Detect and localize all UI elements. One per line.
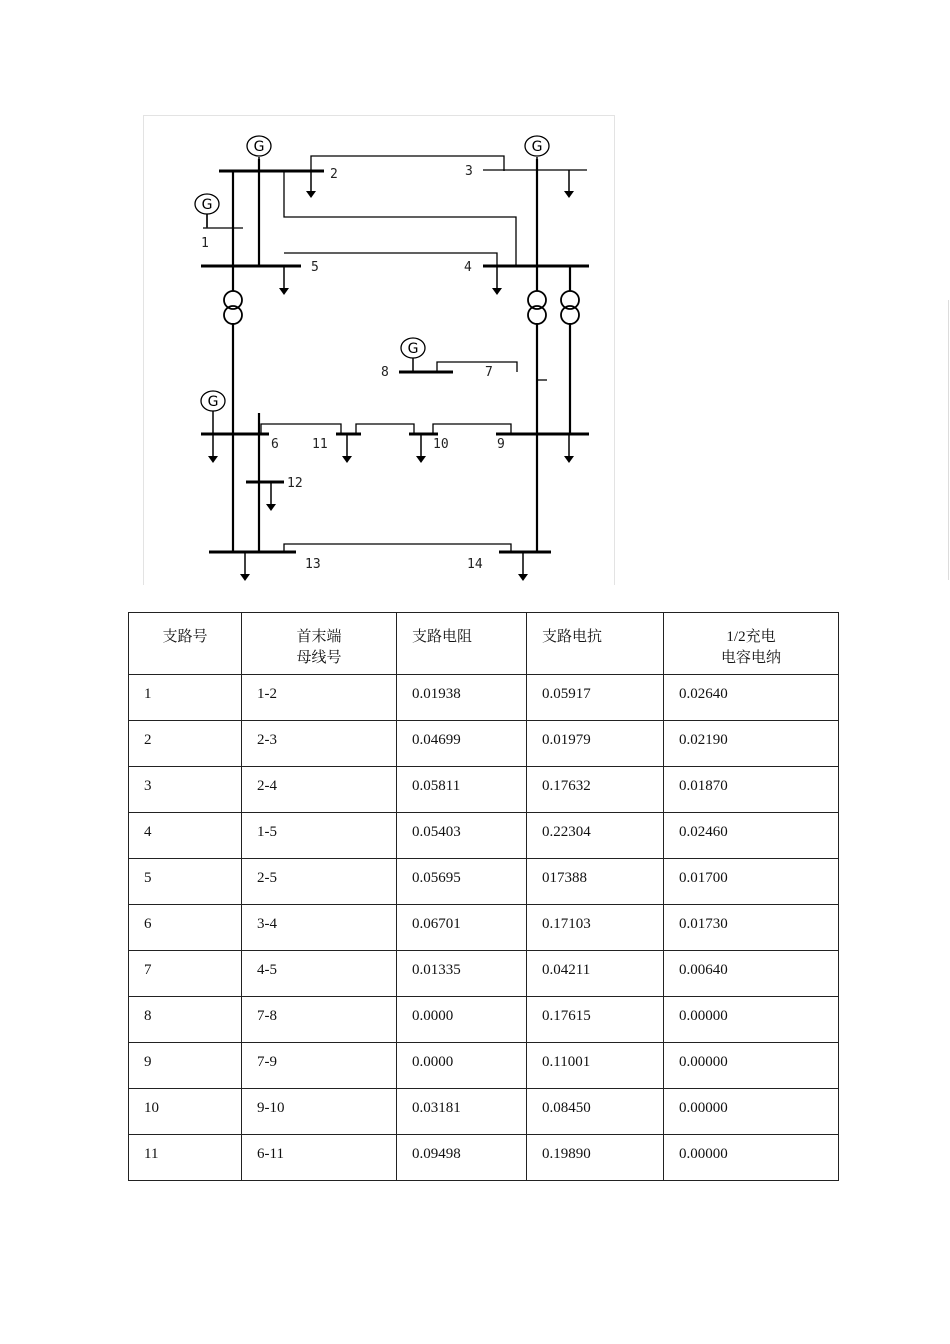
cell-branch-no: 8 [129,997,242,1043]
table-row [129,997,839,1043]
cell-reactance: 0.22304 [527,813,664,859]
table-row [129,859,839,905]
ieee14-bus-diagram [143,115,615,585]
cell-susceptance: 0.02190 [664,721,839,767]
cell-reactance: 0.11001 [527,1043,664,1089]
generator-icon [401,338,425,358]
cell-buses: 2-4 [242,767,397,813]
cell-resistance: 0.0000 [397,997,527,1043]
cell-branch-no: 5 [129,859,242,905]
bus-label-10: 10 [433,437,449,452]
cell-branch-no: 2 [129,721,242,767]
cell-reactance: 0.05917 [527,675,664,721]
bus-label-4: 4 [464,260,472,275]
cell-resistance: 0.09498 [397,1135,527,1181]
cell-branch-no: 6 [129,905,242,951]
bus-label-2: 2 [330,167,338,182]
cell-branch-no: 3 [129,767,242,813]
cell-branch-no: 9 [129,1043,242,1089]
bus-label-12: 12 [287,476,303,491]
vertical-connections [233,159,570,552]
cell-buses: 4-5 [242,951,397,997]
cell-buses: 9-10 [242,1089,397,1135]
bus-label-11: 11 [312,437,328,452]
generator-icon [201,391,225,411]
cell-buses: 6-11 [242,1135,397,1181]
bus-label-5: 5 [311,260,319,275]
bus-label-9: 9 [497,437,505,452]
cell-susceptance: 0.00640 [664,951,839,997]
bus-label-13: 13 [305,557,321,572]
cell-reactance: 0.08450 [527,1089,664,1135]
cell-susceptance: 0.02640 [664,675,839,721]
cell-buses: 1-2 [242,675,397,721]
cell-branch-no: 4 [129,813,242,859]
table-row [129,951,839,997]
cell-branch-no: 11 [129,1135,242,1181]
cell-buses: 3-4 [242,905,397,951]
header-branch-no: 支路号 [129,613,242,675]
table-row [129,675,839,721]
cell-susceptance: 0.01730 [664,905,839,951]
cell-buses: 2-5 [242,859,397,905]
header-resistance: 支路电阻 [397,613,527,675]
svg-text:G: G [207,394,219,410]
table-row [129,767,839,813]
table-row [129,1089,839,1135]
bus-label-3: 3 [465,164,473,179]
cell-resistance: 0.05811 [397,767,527,813]
cell-susceptance: 0.00000 [664,1089,839,1135]
svg-text:G: G [201,197,213,213]
cell-reactance: 0.19890 [527,1135,664,1181]
bus-label-6: 6 [271,437,279,452]
header-susceptance: 1/2充电 电容电纳 [664,613,839,675]
load-arrowheads [208,191,574,581]
transformers [224,291,579,324]
generator-icon [525,136,549,156]
svg-text:G: G [531,139,543,155]
generator-icon [195,194,219,214]
cell-susceptance: 0.01870 [664,767,839,813]
bus-labels [201,164,505,572]
bus-label-1: 1 [201,236,209,251]
cell-buses: 2-3 [242,721,397,767]
cell-resistance: 0.01938 [397,675,527,721]
cell-branch-no: 7 [129,951,242,997]
branch-lines [203,156,587,552]
table-row [129,1135,839,1181]
cell-reactance: 0.04211 [527,951,664,997]
cell-reactance: 017388 [527,859,664,905]
cell-resistance: 0.05695 [397,859,527,905]
generator-icon [247,136,271,156]
cell-resistance: 0.0000 [397,1043,527,1089]
cell-susceptance: 0.02460 [664,813,839,859]
cell-resistance: 0.03181 [397,1089,527,1135]
cell-buses: 7-9 [242,1043,397,1089]
table-row [129,813,839,859]
cell-susceptance: 0.00000 [664,1135,839,1181]
svg-text:G: G [407,341,419,357]
cell-reactance: 0.17103 [527,905,664,951]
branch-data-table [128,612,839,1181]
cell-reactance: 0.01979 [527,721,664,767]
cell-susceptance: 0.00000 [664,1043,839,1089]
cell-branch-no: 1 [129,675,242,721]
svg-text:G: G [253,139,265,155]
bus-label-14: 14 [467,557,483,572]
table-row [129,721,839,767]
cell-reactance: 0.17615 [527,997,664,1043]
cell-susceptance: 0.00000 [664,997,839,1043]
cell-resistance: 0.04699 [397,721,527,767]
header-buses: 首末端 母线号 [242,613,397,675]
cell-resistance: 0.05403 [397,813,527,859]
bus-label-7: 7 [485,365,493,380]
table-header-row [129,613,839,675]
generator-stems [207,157,537,434]
table-row [129,905,839,951]
cell-resistance: 0.01335 [397,951,527,997]
cell-resistance: 0.06701 [397,905,527,951]
bus-label-8: 8 [381,365,389,380]
cell-branch-no: 10 [129,1089,242,1135]
cell-susceptance: 0.01700 [664,859,839,905]
cell-reactance: 0.17632 [527,767,664,813]
header-reactance: 支路电抗 [527,613,664,675]
table-row [129,1043,839,1089]
cell-buses: 7-8 [242,997,397,1043]
cell-buses: 1-5 [242,813,397,859]
